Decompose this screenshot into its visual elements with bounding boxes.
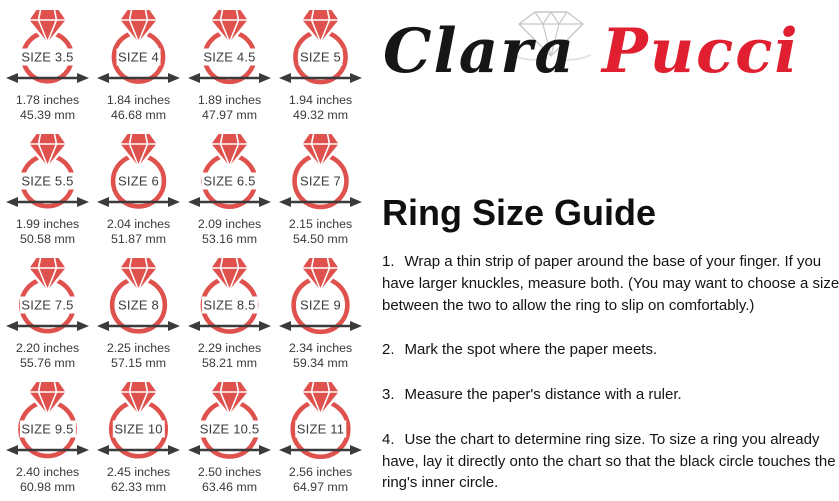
ring-size-label: SIZE 4.5 — [203, 49, 256, 65]
width-arrow-icon — [188, 445, 271, 455]
ring-illustration — [2, 2, 93, 89]
ring-size-cell — [2, 126, 93, 250]
ring-size-cell — [2, 250, 93, 374]
diamond-ring-icon — [93, 374, 184, 461]
instruction-text: Use the chart to determine ring size. To size a ring you already have, lay it directly onto the chart so that the black circle touches the ring's inner circle. — [382, 430, 836, 492]
diamond-ring-icon — [184, 2, 275, 89]
ring-size-label: SIZE 3.5 — [21, 49, 74, 65]
measurement-mm: 63.46 mm — [201, 479, 258, 494]
ring-size-label: SIZE 4 — [118, 49, 159, 65]
instruction-number: 3. — [382, 386, 395, 403]
ring-measurements — [107, 341, 170, 371]
ring-size-cell — [275, 250, 366, 374]
ring-measurements — [16, 465, 79, 495]
ring-illustration — [275, 2, 366, 89]
measurement-mm: 46.68 mm — [110, 107, 167, 122]
measurement-mm: 49.32 mm — [292, 107, 349, 122]
ring-size-label: SIZE 9.5 — [21, 421, 74, 437]
ring-illustration — [184, 2, 275, 89]
measurement-inches: 1.94 inches — [288, 93, 353, 107]
measurement-inches: 1.84 inches — [106, 93, 171, 107]
ring-size-label: SIZE 8.5 — [203, 297, 256, 313]
ring-measurements — [107, 93, 170, 123]
measurement-inches: 2.25 inches — [106, 341, 171, 355]
instruction-step-2 — [382, 339, 839, 361]
measurement-inches: 2.15 inches — [288, 217, 353, 231]
measurement-mm: 50.58 mm — [19, 231, 76, 246]
diamond-ring-icon — [184, 126, 275, 213]
measurement-inches: 1.89 inches — [197, 93, 262, 107]
ring-size-cell — [184, 2, 275, 126]
measurement-mm: 53.16 mm — [201, 231, 258, 246]
ring-size-cell — [93, 126, 184, 250]
diamond-ring-icon — [184, 250, 275, 337]
measurement-inches: 2.34 inches — [288, 341, 353, 355]
diamond-ring-icon — [275, 374, 366, 461]
ring-size-label: SIZE 8 — [118, 297, 159, 313]
ring-size-cell — [93, 374, 184, 498]
instruction-step-1 — [382, 251, 839, 316]
page-title: Ring Size Guide — [382, 192, 657, 233]
diamond-ring-icon — [2, 250, 93, 337]
diamond-ring-icon — [2, 126, 93, 213]
diamond-ring-icon — [275, 126, 366, 213]
size-chart-grid — [0, 0, 366, 498]
diamond-ring-icon — [275, 250, 366, 337]
brand-logo — [383, 4, 835, 106]
ring-measurements — [289, 465, 352, 495]
ring-size-cell — [2, 374, 93, 498]
instruction-number: 1. — [382, 253, 395, 270]
width-arrow-icon — [279, 321, 362, 331]
measurement-inches: 1.99 inches — [15, 217, 80, 231]
diamond-ring-icon — [2, 374, 93, 461]
ring-measurements — [198, 465, 261, 495]
ring-measurements — [198, 93, 261, 123]
measurement-mm: 54.50 mm — [292, 231, 349, 246]
ring-size-cell — [275, 2, 366, 126]
measurement-mm: 45.39 mm — [19, 107, 76, 122]
instruction-text: Mark the spot where the paper meets. — [404, 341, 658, 359]
ring-size-label: SIZE 6.5 — [203, 173, 256, 189]
ring-illustration — [275, 126, 366, 213]
ring-measurements — [198, 217, 261, 247]
measurement-inches: 2.20 inches — [15, 341, 80, 355]
ring-measurements — [16, 341, 79, 371]
measurement-inches: 2.45 inches — [106, 465, 171, 479]
ring-measurements — [289, 341, 352, 371]
ring-size-label: SIZE 7.5 — [21, 297, 74, 313]
instruction-step-4 — [382, 429, 839, 494]
instruction-number: 4. — [382, 430, 395, 448]
ring-size-label: SIZE 5.5 — [21, 173, 74, 189]
instructions-list — [382, 251, 839, 501]
ring-illustration — [2, 250, 93, 337]
measurement-inches: 2.29 inches — [197, 341, 262, 355]
diamond-ring-icon — [93, 250, 184, 337]
ring-size-cell — [93, 2, 184, 126]
ring-size-cell — [184, 374, 275, 498]
ring-measurements — [198, 341, 261, 371]
instruction-number: 2. — [382, 341, 395, 359]
diamond-ring-icon — [93, 2, 184, 89]
diamond-ring-icon — [93, 126, 184, 213]
measurement-mm: 62.33 mm — [110, 479, 167, 494]
width-arrow-icon — [6, 445, 89, 455]
measurement-inches: 1.78 inches — [15, 93, 80, 107]
ring-illustration — [93, 126, 184, 213]
ring-size-label: SIZE 11 — [296, 421, 345, 437]
ring-illustration — [184, 374, 275, 461]
ring-illustration — [184, 126, 275, 213]
ring-measurements — [107, 217, 170, 247]
measurement-inches: 2.40 inches — [15, 465, 80, 479]
instruction-text: Wrap a thin strip of paper around the base of your finger. If you have larger knuckles, measure both. (You may want to choose a size between the two to allow the ring to slip on comfortably.) — [382, 253, 839, 314]
width-arrow-icon — [97, 445, 180, 455]
width-arrow-icon — [279, 445, 362, 455]
ring-size-cell — [184, 250, 275, 374]
measurement-mm: 59.34 mm — [292, 355, 349, 370]
ring-illustration — [93, 374, 184, 461]
measurement-inches: 2.09 inches — [197, 217, 262, 231]
ring-illustration — [2, 374, 93, 461]
ring-measurements — [289, 93, 352, 123]
diamond-ring-icon — [275, 2, 366, 89]
ring-size-cell — [2, 2, 93, 126]
brand-name-second: Pucci — [601, 16, 800, 87]
ring-size-label: SIZE 5 — [300, 49, 341, 65]
ring-size-label: SIZE 10 — [114, 421, 163, 437]
ring-illustration — [93, 2, 184, 89]
ring-measurements — [16, 217, 79, 247]
ring-measurements — [289, 217, 352, 247]
measurement-inches: 2.04 inches — [106, 217, 171, 231]
measurement-mm: 57.15 mm — [110, 355, 167, 370]
measurement-inches: 2.50 inches — [197, 465, 262, 479]
diamond-ring-icon — [184, 374, 275, 461]
brand-name-first: Clara — [383, 16, 576, 87]
ring-illustration — [2, 126, 93, 213]
measurement-mm: 47.97 mm — [201, 107, 258, 122]
measurement-inches: 2.56 inches — [288, 465, 353, 479]
ring-size-cell — [275, 374, 366, 498]
measurement-mm: 55.76 mm — [19, 355, 76, 370]
measurement-mm: 64.97 mm — [292, 479, 349, 494]
measurement-mm: 60.98 mm — [19, 479, 76, 494]
ring-size-cell — [275, 126, 366, 250]
measurement-mm: 58.21 mm — [201, 355, 258, 370]
ring-illustration — [275, 250, 366, 337]
ring-measurements — [16, 93, 79, 123]
ring-size-label: SIZE 10.5 — [199, 421, 260, 437]
brand-name — [383, 16, 800, 87]
instruction-text: Measure the paper's distance with a ruler. — [404, 386, 682, 403]
ring-size-label: SIZE 9 — [300, 297, 341, 313]
ring-illustration — [275, 374, 366, 461]
measurement-mm: 51.87 mm — [110, 231, 167, 246]
instruction-step-3 — [382, 384, 839, 406]
ring-size-label: SIZE 7 — [300, 173, 341, 189]
diamond-ring-icon — [2, 2, 93, 89]
ring-size-cell — [184, 126, 275, 250]
ring-illustration — [93, 250, 184, 337]
ring-measurements — [107, 465, 170, 495]
ring-size-cell — [93, 250, 184, 374]
ring-illustration — [184, 250, 275, 337]
ring-size-label: SIZE 6 — [118, 173, 159, 189]
